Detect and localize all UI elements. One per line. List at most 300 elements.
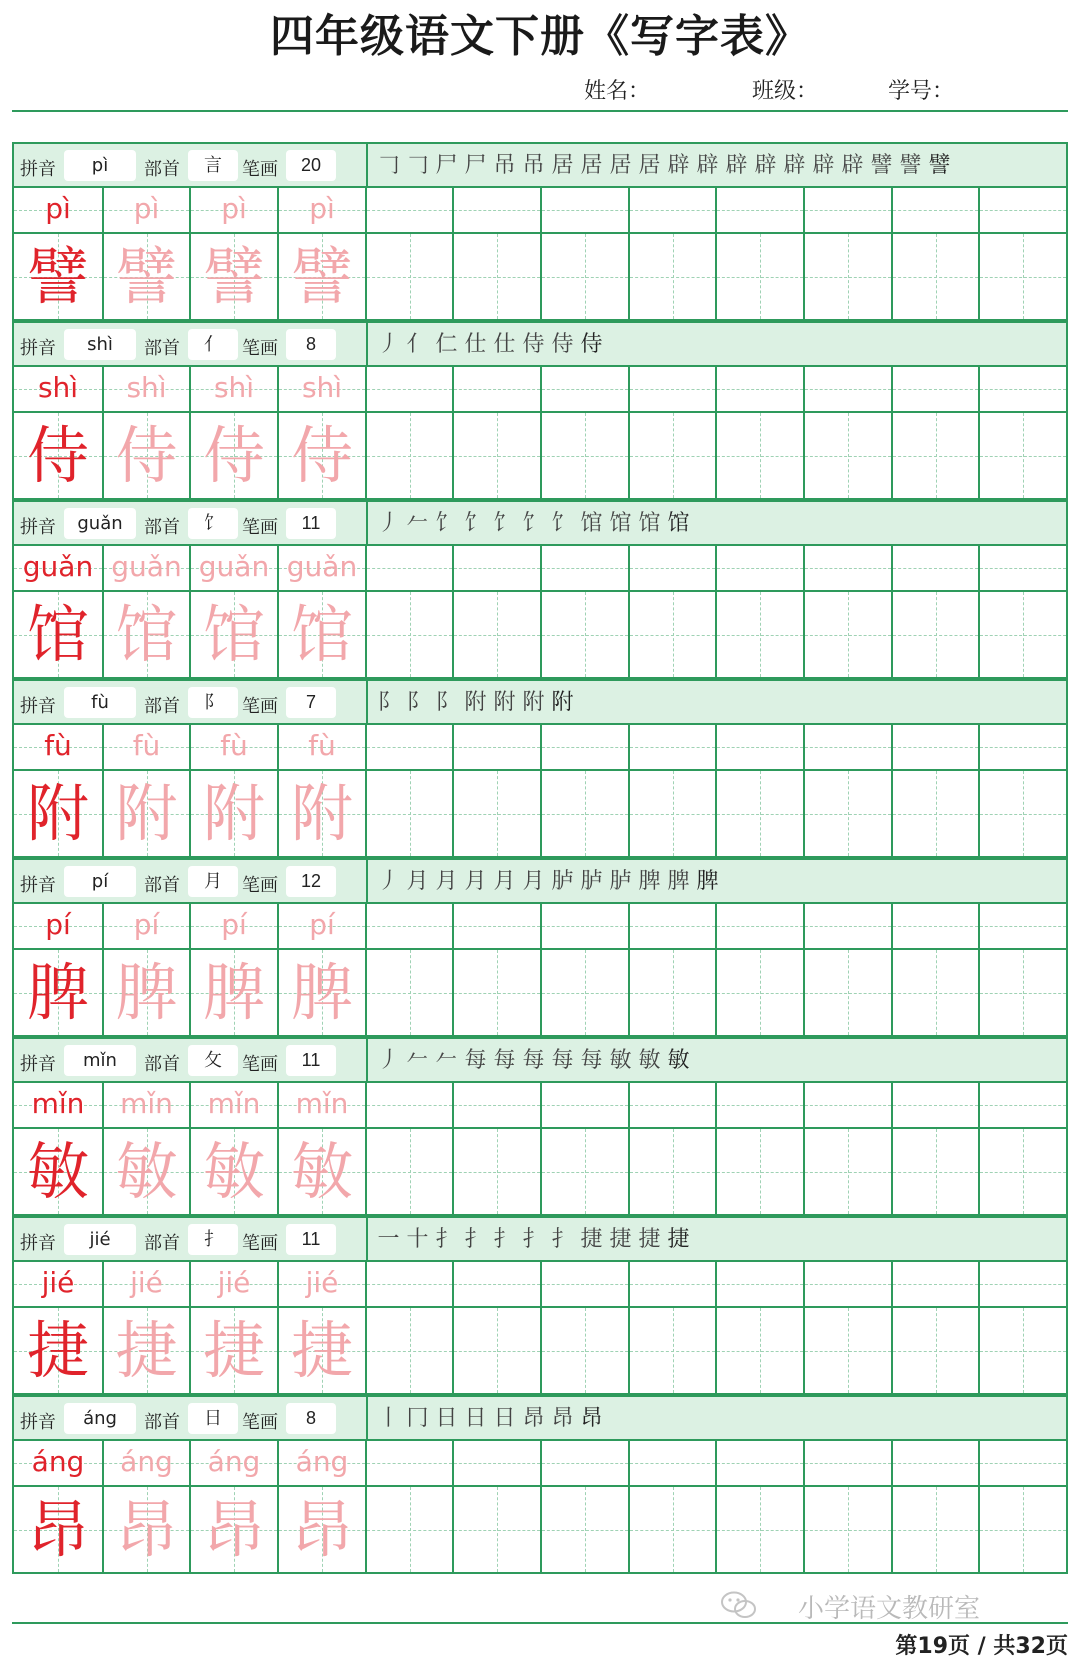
pinyin-practice-cell[interactable] bbox=[978, 1083, 1066, 1127]
character-practice-cell[interactable] bbox=[540, 950, 628, 1035]
stroke-step: 丨 bbox=[377, 1406, 400, 1431]
pinyin-trace: pí bbox=[221, 908, 247, 941]
stroke-step: 胪 bbox=[551, 869, 574, 894]
character-practice-cell[interactable] bbox=[365, 771, 452, 856]
character-trace: 捷 bbox=[202, 1314, 265, 1387]
pinyin-model-cell bbox=[189, 546, 277, 590]
guide-line bbox=[936, 234, 937, 319]
character-practice-cell[interactable] bbox=[978, 1308, 1066, 1393]
stroke-step: 𠃌 bbox=[377, 153, 400, 178]
character-practice-cell[interactable] bbox=[978, 592, 1066, 677]
character-practice-cell[interactable] bbox=[365, 1129, 452, 1214]
pinyin-trace: mǐn bbox=[120, 1087, 173, 1120]
character-practice-cell[interactable] bbox=[803, 592, 891, 677]
guide-line bbox=[585, 1487, 586, 1572]
character-model-cell bbox=[277, 234, 365, 319]
pinyin-practice-cell[interactable] bbox=[540, 725, 628, 769]
character-model-cell bbox=[102, 1308, 189, 1393]
character-practice-cell[interactable] bbox=[452, 592, 540, 677]
character-practice-cell[interactable] bbox=[891, 1487, 978, 1572]
guide-line bbox=[805, 389, 891, 390]
stroke-step: 丿 bbox=[377, 332, 400, 357]
character-practice-cell[interactable] bbox=[628, 950, 715, 1035]
character-practice-cell[interactable] bbox=[715, 234, 803, 319]
stroke-order bbox=[374, 862, 722, 902]
character-practice-cell[interactable] bbox=[978, 234, 1066, 319]
pinyin-practice-cell[interactable] bbox=[715, 188, 803, 232]
pinyin-model-cell bbox=[14, 1083, 102, 1127]
stroke-step: 捷 bbox=[580, 1227, 603, 1252]
character-model-cell bbox=[14, 950, 102, 1035]
pinyin-trace: pì bbox=[133, 192, 160, 225]
character-practice-cell[interactable] bbox=[628, 592, 715, 677]
pinyin-practice-cell[interactable] bbox=[978, 546, 1066, 590]
pinyin-practice-cell[interactable] bbox=[891, 188, 978, 232]
character-model-cell bbox=[277, 950, 365, 1035]
pinyin-practice-cell[interactable] bbox=[452, 546, 540, 590]
guide-line bbox=[848, 1487, 849, 1572]
character-model-cell bbox=[102, 234, 189, 319]
character-practice-cell[interactable] bbox=[715, 413, 803, 498]
pinyin-practice-cell[interactable] bbox=[978, 1441, 1066, 1485]
character-practice-cell[interactable] bbox=[715, 1129, 803, 1214]
character-model-cell bbox=[14, 771, 102, 856]
character-model-cell bbox=[102, 950, 189, 1035]
character-practice-cell[interactable] bbox=[365, 592, 452, 677]
pinyin-practice-cell[interactable] bbox=[365, 546, 452, 590]
pinyin-practice-cell[interactable] bbox=[452, 367, 540, 411]
character-block bbox=[12, 500, 1068, 679]
guide-line bbox=[893, 389, 978, 390]
pinyin-trace: guǎn bbox=[286, 550, 358, 583]
pinyin-label: 拼音 bbox=[20, 1233, 56, 1254]
strokes-label: 笔画 bbox=[242, 1054, 278, 1075]
pinyin-practice-cell[interactable] bbox=[715, 904, 803, 948]
character-practice-cell[interactable] bbox=[365, 413, 452, 498]
pinyin-row bbox=[14, 725, 1066, 771]
character-practice-cell[interactable] bbox=[891, 592, 978, 677]
guide-line bbox=[497, 234, 498, 319]
practice-grid bbox=[12, 188, 1068, 321]
pinyin-practice-cell[interactable] bbox=[628, 904, 715, 948]
pinyin-model-cell bbox=[102, 1262, 189, 1306]
pinyin-practice-cell[interactable] bbox=[891, 546, 978, 590]
pinyin-model: áng bbox=[31, 1445, 85, 1478]
watermark: 小学语文教研室 bbox=[797, 1594, 980, 1624]
character-model: 馆 bbox=[26, 598, 89, 671]
guide-line bbox=[497, 413, 498, 498]
character-block bbox=[12, 1037, 1068, 1216]
character-practice-cell[interactable] bbox=[628, 413, 715, 498]
character-meta bbox=[14, 502, 368, 546]
class-label: 班级： bbox=[752, 79, 819, 104]
pinyin-practice-cell[interactable] bbox=[891, 904, 978, 948]
character-row bbox=[14, 234, 1066, 319]
guide-line bbox=[1023, 1129, 1024, 1214]
stroke-step: 扌 bbox=[493, 1227, 516, 1252]
character-practice-cell[interactable] bbox=[365, 950, 452, 1035]
character-model-cell bbox=[14, 234, 102, 319]
character-trace: 譬 bbox=[115, 240, 178, 313]
pinyin-trace: shì bbox=[126, 371, 167, 404]
character-practice-cell[interactable] bbox=[715, 771, 803, 856]
stroke-step: 敏 bbox=[667, 1048, 690, 1073]
guide-line bbox=[980, 1105, 1066, 1106]
radical-value: 扌 bbox=[188, 1224, 238, 1255]
pinyin-model-cell bbox=[102, 367, 189, 411]
pinyin-practice-cell[interactable] bbox=[452, 1262, 540, 1306]
guide-line bbox=[410, 1487, 411, 1572]
strokes-label: 笔画 bbox=[242, 159, 278, 180]
character-practice-cell[interactable] bbox=[365, 234, 452, 319]
stroke-step: 昂 bbox=[580, 1406, 603, 1431]
guide-line bbox=[542, 1463, 628, 1464]
stroke-step: 辟 bbox=[841, 153, 864, 178]
guide-line bbox=[410, 1308, 411, 1393]
character-practice-cell[interactable] bbox=[365, 1308, 452, 1393]
character-model-cell bbox=[189, 234, 277, 319]
guide-line bbox=[805, 926, 891, 927]
character-practice-cell[interactable] bbox=[978, 950, 1066, 1035]
guide-line bbox=[454, 568, 540, 569]
guide-line bbox=[1023, 1308, 1024, 1393]
character-practice-cell[interactable] bbox=[978, 1487, 1066, 1572]
stroke-step: 脾 bbox=[696, 869, 719, 894]
character-practice-cell[interactable] bbox=[891, 1129, 978, 1214]
character-model: 附 bbox=[26, 777, 89, 850]
stroke-count-value: 8 bbox=[286, 1403, 336, 1434]
guide-line bbox=[805, 1105, 891, 1106]
character-practice-cell[interactable] bbox=[452, 950, 540, 1035]
guide-line bbox=[673, 234, 674, 319]
character-practice-cell[interactable] bbox=[452, 1129, 540, 1214]
character-practice-cell[interactable] bbox=[628, 1129, 715, 1214]
pinyin-model-cell bbox=[102, 1441, 189, 1485]
character-trace: 敏 bbox=[115, 1135, 178, 1208]
pinyin-practice-cell[interactable] bbox=[803, 725, 891, 769]
character-model-cell bbox=[277, 771, 365, 856]
character-practice-cell[interactable] bbox=[978, 771, 1066, 856]
character-practice-cell[interactable] bbox=[891, 413, 978, 498]
pinyin-practice-cell[interactable] bbox=[365, 1262, 452, 1306]
pinyin-model-cell bbox=[102, 725, 189, 769]
pinyin-practice-cell[interactable] bbox=[978, 1262, 1066, 1306]
stroke-step: 仁 bbox=[435, 332, 458, 357]
character-practice-cell[interactable] bbox=[628, 234, 715, 319]
pinyin-row bbox=[14, 546, 1066, 592]
pinyin-practice-cell[interactable] bbox=[715, 1441, 803, 1485]
stroke-step: 月 bbox=[406, 869, 429, 894]
pinyin-practice-cell[interactable] bbox=[452, 725, 540, 769]
pinyin-practice-cell[interactable] bbox=[803, 188, 891, 232]
character-practice-cell[interactable] bbox=[540, 771, 628, 856]
guide-line bbox=[848, 1308, 849, 1393]
stroke-step: 侍 bbox=[522, 332, 545, 357]
stroke-step: 一 bbox=[377, 1227, 400, 1252]
character-practice-cell[interactable] bbox=[891, 950, 978, 1035]
character-trace: 馆 bbox=[202, 598, 265, 671]
character-model-cell bbox=[14, 1308, 102, 1393]
guide-line bbox=[980, 210, 1066, 211]
pinyin-model: shì bbox=[37, 371, 79, 404]
pinyin-row bbox=[14, 1083, 1066, 1129]
pinyin-practice-cell[interactable] bbox=[365, 1441, 452, 1485]
pinyin-practice-cell[interactable] bbox=[803, 367, 891, 411]
pinyin-model: guǎn bbox=[22, 550, 94, 583]
guide-line bbox=[585, 771, 586, 856]
pinyin-practice-cell[interactable] bbox=[891, 1083, 978, 1127]
guide-line bbox=[717, 1463, 803, 1464]
stroke-step: 丿 bbox=[377, 511, 400, 536]
pinyin-practice-cell[interactable] bbox=[540, 904, 628, 948]
pinyin-label: 拼音 bbox=[20, 338, 56, 359]
stroke-step: 辟 bbox=[812, 153, 835, 178]
character-practice-cell[interactable] bbox=[628, 1308, 715, 1393]
guide-line bbox=[367, 1105, 452, 1106]
pinyin-practice-cell[interactable] bbox=[452, 904, 540, 948]
pinyin-practice-cell[interactable] bbox=[365, 725, 452, 769]
character-practice-cell[interactable] bbox=[452, 771, 540, 856]
guide-line bbox=[980, 389, 1066, 390]
character-practice-cell[interactable] bbox=[452, 1308, 540, 1393]
stroke-step: 𠂉 bbox=[435, 1048, 458, 1073]
character-practice-cell[interactable] bbox=[803, 771, 891, 856]
pinyin-practice-cell[interactable] bbox=[628, 546, 715, 590]
character-practice-cell[interactable] bbox=[540, 1308, 628, 1393]
guide-line bbox=[980, 1284, 1066, 1285]
pinyin-practice-cell[interactable] bbox=[803, 1262, 891, 1306]
character-practice-cell[interactable] bbox=[891, 1308, 978, 1393]
pinyin-practice-cell[interactable] bbox=[628, 1441, 715, 1485]
guide-line bbox=[980, 568, 1066, 569]
guide-line bbox=[630, 1105, 715, 1106]
character-practice-cell[interactable] bbox=[715, 950, 803, 1035]
character-model-cell bbox=[189, 771, 277, 856]
pinyin-practice-cell[interactable] bbox=[978, 367, 1066, 411]
pinyin-model-cell bbox=[189, 1083, 277, 1127]
character-row bbox=[14, 413, 1066, 498]
pinyin-practice-cell[interactable] bbox=[540, 1441, 628, 1485]
character-trace: 侍 bbox=[115, 419, 178, 492]
guide-line bbox=[717, 1284, 803, 1285]
pinyin-practice-cell[interactable] bbox=[628, 1262, 715, 1306]
pinyin-practice-cell[interactable] bbox=[891, 725, 978, 769]
stroke-step: 饣 bbox=[435, 511, 458, 536]
guide-line bbox=[367, 1463, 452, 1464]
stroke-step: 居 bbox=[638, 153, 661, 178]
character-practice-cell[interactable] bbox=[803, 1308, 891, 1393]
pinyin-practice-cell[interactable] bbox=[628, 1083, 715, 1127]
stroke-count-value: 20 bbox=[286, 150, 336, 181]
character-practice-cell[interactable] bbox=[540, 1129, 628, 1214]
stroke-step: 馆 bbox=[580, 511, 603, 536]
pinyin-practice-cell[interactable] bbox=[365, 1083, 452, 1127]
character-model: 譬 bbox=[26, 240, 89, 313]
character-practice-cell[interactable] bbox=[803, 234, 891, 319]
pinyin-practice-cell[interactable] bbox=[452, 188, 540, 232]
character-practice-cell[interactable] bbox=[891, 771, 978, 856]
guide-line bbox=[805, 747, 891, 748]
pinyin-practice-cell[interactable] bbox=[978, 904, 1066, 948]
pinyin-practice-cell[interactable] bbox=[803, 904, 891, 948]
pinyin-practice-cell[interactable] bbox=[803, 546, 891, 590]
guide-line bbox=[454, 389, 540, 390]
character-practice-cell[interactable] bbox=[540, 1487, 628, 1572]
stroke-step: 附 bbox=[464, 690, 487, 715]
guide-line bbox=[848, 413, 849, 498]
pinyin-label: 拼音 bbox=[20, 159, 56, 180]
character-practice-cell[interactable] bbox=[715, 592, 803, 677]
character-block bbox=[12, 679, 1068, 858]
pinyin-practice-cell[interactable] bbox=[803, 1441, 891, 1485]
stroke-step: 月 bbox=[522, 869, 545, 894]
character-model-cell bbox=[277, 1308, 365, 1393]
guide-line bbox=[410, 950, 411, 1035]
character-row bbox=[14, 1308, 1066, 1393]
pinyin-practice-cell[interactable] bbox=[365, 367, 452, 411]
character-row bbox=[14, 1487, 1066, 1572]
pinyin-practice-cell[interactable] bbox=[540, 546, 628, 590]
guide-line bbox=[673, 1487, 674, 1572]
character-practice-cell[interactable] bbox=[715, 1487, 803, 1572]
guide-line bbox=[936, 1308, 937, 1393]
pinyin-model: fù bbox=[44, 729, 72, 762]
stroke-order bbox=[374, 504, 693, 544]
pinyin-practice-cell[interactable] bbox=[715, 546, 803, 590]
character-practice-cell[interactable] bbox=[803, 1487, 891, 1572]
guide-line bbox=[848, 771, 849, 856]
pinyin-practice-cell[interactable] bbox=[628, 367, 715, 411]
character-practice-cell[interactable] bbox=[452, 413, 540, 498]
pinyin-practice-cell[interactable] bbox=[891, 1441, 978, 1485]
character-info-bar bbox=[12, 500, 1068, 546]
pinyin-practice-cell[interactable] bbox=[978, 188, 1066, 232]
guide-line bbox=[805, 1284, 891, 1285]
radical-value: 阝 bbox=[188, 687, 238, 718]
pinyin-practice-cell[interactable] bbox=[452, 1441, 540, 1485]
pinyin-practice-cell[interactable] bbox=[540, 1262, 628, 1306]
pinyin-practice-cell[interactable] bbox=[452, 1083, 540, 1127]
pinyin-practice-cell[interactable] bbox=[628, 725, 715, 769]
character-practice-cell[interactable] bbox=[628, 771, 715, 856]
pinyin-practice-cell[interactable] bbox=[365, 188, 452, 232]
character-row bbox=[14, 950, 1066, 1035]
character-trace: 附 bbox=[115, 777, 178, 850]
pinyin-practice-cell[interactable] bbox=[891, 367, 978, 411]
pinyin-practice-cell[interactable] bbox=[978, 725, 1066, 769]
practice-grid bbox=[12, 1262, 1068, 1395]
pinyin-practice-cell[interactable] bbox=[891, 1262, 978, 1306]
character-practice-cell[interactable] bbox=[803, 950, 891, 1035]
stroke-step: 日 bbox=[435, 1406, 458, 1431]
pinyin-value: pí bbox=[64, 866, 136, 897]
pinyin-model-cell bbox=[14, 188, 102, 232]
pinyin-practice-cell[interactable] bbox=[365, 904, 452, 948]
character-practice-cell[interactable] bbox=[452, 1487, 540, 1572]
strokes-label: 笔画 bbox=[242, 1412, 278, 1433]
character-practice-cell[interactable] bbox=[365, 1487, 452, 1572]
guide-line bbox=[1023, 950, 1024, 1035]
stroke-step: 日 bbox=[464, 1406, 487, 1431]
stroke-step: 昂 bbox=[522, 1406, 545, 1431]
guide-line bbox=[936, 413, 937, 498]
stroke-step: 阝 bbox=[435, 690, 458, 715]
character-practice-cell[interactable] bbox=[540, 234, 628, 319]
character-info-bar bbox=[12, 858, 1068, 904]
character-row bbox=[14, 771, 1066, 856]
stroke-count-value: 8 bbox=[286, 329, 336, 360]
stroke-step: 饣 bbox=[464, 511, 487, 536]
character-trace: 敏 bbox=[202, 1135, 265, 1208]
character-practice-cell[interactable] bbox=[452, 234, 540, 319]
character-practice-cell[interactable] bbox=[803, 1129, 891, 1214]
character-trace: 譬 bbox=[202, 240, 265, 313]
pinyin-value: shì bbox=[64, 329, 136, 360]
character-practice-cell[interactable] bbox=[803, 413, 891, 498]
practice-grid bbox=[12, 1083, 1068, 1216]
guide-line bbox=[1023, 592, 1024, 677]
stroke-step: 敏 bbox=[609, 1048, 632, 1073]
strokes-label: 笔画 bbox=[242, 875, 278, 896]
character-practice-cell[interactable] bbox=[715, 1308, 803, 1393]
stroke-step: 丿 bbox=[377, 869, 400, 894]
stroke-step: 扌 bbox=[551, 1227, 574, 1252]
pinyin-practice-cell[interactable] bbox=[540, 1083, 628, 1127]
character-trace: 馆 bbox=[290, 598, 353, 671]
pinyin-practice-cell[interactable] bbox=[803, 1083, 891, 1127]
pinyin-practice-cell[interactable] bbox=[540, 188, 628, 232]
pinyin-practice-cell[interactable] bbox=[715, 367, 803, 411]
radical-label: 部首 bbox=[144, 1054, 180, 1075]
guide-line bbox=[980, 747, 1066, 748]
pinyin-model-cell bbox=[277, 188, 365, 232]
top-divider bbox=[12, 110, 1068, 112]
stroke-step: 扌 bbox=[464, 1227, 487, 1252]
character-model-cell bbox=[14, 592, 102, 677]
guide-line bbox=[454, 1105, 540, 1106]
character-model-cell bbox=[14, 413, 102, 498]
guide-line bbox=[542, 1105, 628, 1106]
guide-line bbox=[893, 568, 978, 569]
stroke-step: 日 bbox=[493, 1406, 516, 1431]
stroke-count-value: 11 bbox=[286, 1045, 336, 1076]
character-practice-cell[interactable] bbox=[540, 413, 628, 498]
pinyin-practice-cell[interactable] bbox=[715, 1083, 803, 1127]
character-practice-cell[interactable] bbox=[978, 1129, 1066, 1214]
character-info-bar bbox=[12, 1216, 1068, 1262]
character-model-cell bbox=[102, 592, 189, 677]
pinyin-model-cell bbox=[102, 1083, 189, 1127]
character-model-cell bbox=[189, 592, 277, 677]
character-trace: 附 bbox=[202, 777, 265, 850]
character-practice-cell[interactable] bbox=[540, 592, 628, 677]
practice-grid bbox=[12, 546, 1068, 679]
guide-line bbox=[805, 210, 891, 211]
pinyin-practice-cell[interactable] bbox=[628, 188, 715, 232]
pinyin-practice-cell[interactable] bbox=[540, 367, 628, 411]
character-meta bbox=[14, 1218, 368, 1262]
pinyin-practice-cell[interactable] bbox=[715, 1262, 803, 1306]
writing-sheet bbox=[12, 142, 1068, 1572]
character-model-cell bbox=[277, 413, 365, 498]
pinyin-practice-cell[interactable] bbox=[715, 725, 803, 769]
character-practice-cell[interactable] bbox=[628, 1487, 715, 1572]
character-practice-cell[interactable] bbox=[978, 413, 1066, 498]
character-practice-cell[interactable] bbox=[891, 234, 978, 319]
character-trace: 昂 bbox=[202, 1493, 265, 1566]
stroke-step: 侍 bbox=[580, 332, 603, 357]
pinyin-label: 拼音 bbox=[20, 875, 56, 896]
